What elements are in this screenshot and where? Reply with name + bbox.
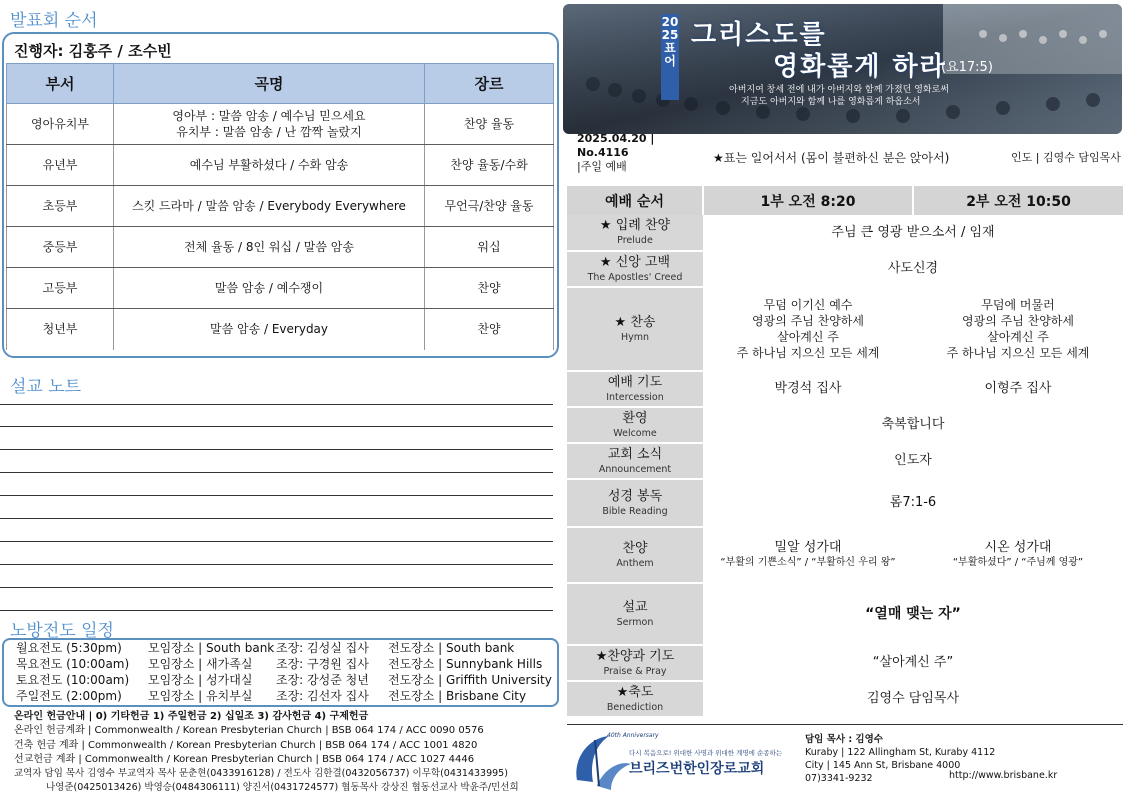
offering-line: 건축 헌금 계좌 | Commonwealth / Korean Presbyterian Church | BSB 064 174 / ACC 1001 4820 bbox=[14, 739, 478, 751]
performance-song-line: 말씀 암송 / 예수쟁이 bbox=[214, 281, 324, 295]
order-value-both: 축복합니다 bbox=[881, 417, 945, 432]
outreach-day: 월요전도 (5:30pm) bbox=[16, 641, 122, 655]
order-label bbox=[567, 407, 703, 443]
order-label-ko: 설교 bbox=[622, 599, 648, 615]
order-value-both: 인도자 bbox=[894, 453, 932, 468]
order-label-en: Anthem bbox=[616, 557, 654, 569]
order-label-en: Hymn bbox=[620, 331, 650, 343]
order-label-ko: ★찬양과 기도 bbox=[595, 648, 675, 664]
outreach-leader: 조장: 김성실 집사 bbox=[276, 641, 369, 655]
order-value-both: 주님 큰 영광 받으소서 / 임재 bbox=[831, 225, 995, 240]
offering-info bbox=[14, 710, 559, 794]
performance-row bbox=[7, 186, 554, 227]
header-dept: 부서 bbox=[7, 64, 114, 104]
outreach-meet: 모임장소 | South bank bbox=[148, 641, 275, 655]
order-row bbox=[567, 583, 1123, 645]
performance-row bbox=[7, 227, 554, 268]
performance-song-line: 영아부 : 말씀 암송 / 예수님 믿으세요 bbox=[172, 109, 366, 123]
order-row bbox=[567, 479, 1123, 527]
outreach-day: 주일전도 (2:00pm) bbox=[16, 689, 122, 703]
order-label-en: Prelude bbox=[617, 235, 653, 246]
order-label-en: Sermon bbox=[616, 616, 654, 628]
order-label-ko: 환영 bbox=[622, 410, 648, 426]
bulletin-service: |주일 예배 bbox=[577, 160, 627, 173]
hymn-title: 살아계신 주 bbox=[777, 330, 839, 344]
order-label bbox=[567, 583, 703, 645]
note-line bbox=[0, 404, 553, 405]
order-label-ko: 교회 소식 bbox=[607, 446, 663, 462]
performance-dept: 초등부 bbox=[7, 186, 114, 227]
bulletin-date: 2025.04.20 | bbox=[577, 132, 655, 145]
outreach-title: 노방전도 일정 bbox=[10, 621, 114, 641]
banner-line1: 그리스도를 bbox=[691, 20, 827, 50]
outreach-meet: 모임장소 | 성가대실 bbox=[148, 673, 253, 687]
stand-note: ★표는 일어서서 (몸이 불편하신 분은 앉아서) bbox=[713, 151, 950, 165]
order-value-text: 시온 성가대 bbox=[984, 540, 1052, 555]
order-value-second bbox=[913, 287, 1123, 371]
hymn-title: 무덤에 머물러 bbox=[981, 298, 1055, 312]
order-row bbox=[567, 407, 1123, 443]
worship-order-table bbox=[567, 186, 1123, 718]
performance-table bbox=[6, 63, 554, 350]
performance-row bbox=[7, 104, 554, 145]
performance-genre: 찬양 bbox=[425, 309, 554, 350]
order-label-ko: ★ 신앙 고백 bbox=[599, 254, 671, 270]
outreach-day: 목요전도 (10:00am) bbox=[16, 657, 130, 671]
order-label-ko: 성경 봉독 bbox=[607, 488, 663, 504]
order-row bbox=[567, 443, 1123, 479]
performance-dept: 중등부 bbox=[7, 227, 114, 268]
order-label bbox=[567, 287, 703, 371]
order-label bbox=[567, 443, 703, 479]
performance-genre: 찬양 율동/수화 bbox=[425, 145, 554, 186]
order-value-both: “열매 맺는 자” bbox=[865, 606, 961, 622]
performance-song bbox=[114, 268, 425, 309]
outreach-place: 전도장소 | Griffith University bbox=[388, 673, 552, 687]
order-value-both: 사도신경 bbox=[887, 261, 939, 276]
banner-line2: 영화롭게 하라 bbox=[773, 52, 947, 82]
order-value-text: 밀알 성가대 bbox=[774, 540, 842, 555]
performance-song bbox=[114, 227, 425, 268]
order-label bbox=[567, 371, 703, 407]
order-row bbox=[567, 215, 1123, 251]
order-label-en: Intercession bbox=[606, 391, 664, 403]
order-value-first bbox=[703, 371, 913, 407]
order-value-sub: “부활하셨다” / “주님께 영광” bbox=[952, 557, 1084, 568]
hymn-title: 영광의 주님 찬양하세 bbox=[752, 314, 864, 328]
order-value-sub: “부활의 기쁜소식” / “부활하신 우리 왕” bbox=[720, 557, 896, 568]
outreach-day: 토요전도 (10:00am) bbox=[16, 673, 130, 687]
performance-row bbox=[7, 309, 554, 350]
performance-song bbox=[114, 309, 425, 350]
performance-genre: 워십 bbox=[425, 227, 554, 268]
outreach-place: 전도장소 | Sunnybank Hills bbox=[388, 657, 543, 671]
performance-dept: 유년부 bbox=[7, 145, 114, 186]
performance-genre: 찬양 bbox=[425, 268, 554, 309]
performance-title: 발표회 순서 bbox=[10, 11, 98, 31]
outreach-meet: 모임장소 | 유치부실 bbox=[148, 689, 253, 703]
offering-line: 선교헌금 계좌 | Commonwealth / Korean Presbyterian Church | BSB 064 174 / ACC 1027 4446 bbox=[14, 753, 475, 765]
performance-song-line: 스킷 드라마 / 말씀 암송 / Everybody Everywhere bbox=[132, 199, 406, 213]
order-row bbox=[567, 371, 1123, 407]
order-label bbox=[567, 527, 703, 583]
order-value-first bbox=[703, 287, 913, 371]
performance-row bbox=[7, 145, 554, 186]
performance-song-line: 유치부 : 말씀 암송 / 난 깜짝 놀랐지 bbox=[176, 125, 362, 139]
footer-pastor: 담임 목사 : 김영수 bbox=[805, 734, 883, 745]
offering-line: 온라인 헌금계좌 | Commonwealth / Korean Presbyterian Church | BSB 064 174 / ACC 0090 0576 bbox=[14, 725, 484, 737]
order-value-both: 김영수 담임목사 bbox=[866, 691, 960, 706]
offering-line: 온라인 헌금안내 | 0) 기타헌금 1) 주일헌금 2) 십일조 3) 감사헌금 4) 구제헌금 bbox=[14, 711, 369, 722]
note-line bbox=[0, 449, 553, 450]
banner-year: 2025표어 bbox=[661, 15, 679, 68]
note-line bbox=[0, 610, 553, 611]
note-line bbox=[0, 518, 553, 519]
order-value-second bbox=[913, 527, 1123, 583]
order-row bbox=[567, 287, 1123, 371]
performance-dept: 영아유치부 bbox=[7, 104, 114, 145]
note-line bbox=[0, 495, 553, 496]
performance-song-line: 말씀 암송 / Everyday bbox=[209, 322, 329, 337]
order-label-en: Benediction bbox=[606, 701, 664, 713]
header-second-service: 2부 오전 10:50 bbox=[913, 186, 1123, 215]
order-label-en: Bible Reading bbox=[602, 505, 668, 517]
performance-genre: 찬양 율동 bbox=[425, 104, 554, 145]
hymn-title: 영광의 주님 찬양하세 bbox=[962, 314, 1074, 328]
order-value-both: “살아계신 주” bbox=[872, 655, 954, 670]
order-label bbox=[567, 479, 703, 527]
order-row bbox=[567, 645, 1123, 681]
header-order: 예배 순서 bbox=[567, 186, 703, 215]
church-slogan: 다시 복음으로! 위대한 사명과 위대한 계명에 순종하는 bbox=[629, 749, 783, 757]
note-line bbox=[0, 541, 553, 542]
hymn-title: 주 하나님 지으신 모든 세계 bbox=[736, 346, 880, 360]
hymn-title: 주 하나님 지으신 모든 세계 bbox=[946, 346, 1090, 360]
banner-verse2: 지금도 아버지와 함께 나를 영화롭게 하옵소서 bbox=[741, 97, 921, 107]
order-label-en: Announcement bbox=[598, 463, 672, 475]
footer-phone: 07)3341-9232 bbox=[805, 773, 873, 784]
order-label-ko: ★ 찬송 bbox=[614, 314, 656, 330]
note-line bbox=[0, 426, 553, 427]
performance-song bbox=[114, 104, 425, 145]
order-value-text: 이형주 집사 bbox=[984, 381, 1052, 396]
performance-song bbox=[114, 186, 425, 227]
order-row bbox=[567, 527, 1123, 583]
offering-line: 교역자 담임 목사 김영수 부교역자 목사 문춘현(0433916128) / 전도사 김한결(0432056737) 이무학(0431433995) bbox=[14, 768, 508, 780]
performance-dept: 청년부 bbox=[7, 309, 114, 350]
order-value-second bbox=[913, 371, 1123, 407]
performance-host: 진행자: 김홍주 / 조수빈 bbox=[14, 42, 172, 60]
logo-anniversary: 40th Anniversary bbox=[607, 732, 659, 739]
performance-song-line: 예수님 부활하셨다 / 수화 암송 bbox=[189, 158, 349, 172]
church-name: 브리즈번한인장로교회 bbox=[629, 761, 765, 777]
service-leader: 인도 | 김영수 담임목사 bbox=[1011, 151, 1121, 164]
order-label-ko: 예배 기도 bbox=[607, 374, 663, 390]
order-divider bbox=[567, 724, 1123, 725]
order-label bbox=[567, 251, 703, 287]
outreach-place: 전도장소 | Brisbane City bbox=[388, 689, 527, 703]
order-label-ko: ★ 입례 찬양 bbox=[599, 218, 671, 233]
order-row bbox=[567, 251, 1123, 287]
order-value-text: 박경석 집사 bbox=[774, 381, 842, 396]
order-label-en: Welcome bbox=[613, 427, 657, 439]
order-label-ko: 찬양 bbox=[622, 540, 648, 556]
performance-song bbox=[114, 145, 425, 186]
performance-dept: 고등부 bbox=[7, 268, 114, 309]
performance-row bbox=[7, 268, 554, 309]
note-line bbox=[0, 472, 553, 473]
outreach-leader: 조장: 김선자 집사 bbox=[276, 689, 369, 703]
order-label bbox=[567, 215, 703, 251]
order-header-row bbox=[567, 186, 1123, 215]
notes-title: 설교 노트 bbox=[10, 377, 82, 397]
logo-mark bbox=[567, 730, 637, 792]
outreach-meet: 모임장소 | 새가족실 bbox=[148, 657, 253, 671]
footer-address-kuraby: Kuraby | 122 Allingham St, Kuraby 4112 bbox=[805, 747, 996, 758]
order-row bbox=[567, 681, 1123, 717]
hymn-title: 무덤 이기신 예수 bbox=[763, 298, 853, 312]
order-value-first bbox=[703, 527, 913, 583]
performance-genre: 무언극/찬양 율동 bbox=[425, 186, 554, 227]
outreach-leader: 조장: 구경원 집사 bbox=[276, 657, 369, 671]
hymn-title: 살아계신 주 bbox=[987, 330, 1049, 344]
note-line bbox=[0, 564, 553, 565]
header-first-service: 1부 오전 8:20 bbox=[703, 186, 913, 215]
order-label bbox=[567, 681, 703, 717]
order-value-both: 롬7:1-6 bbox=[889, 495, 937, 510]
banner-image bbox=[563, 4, 1122, 134]
website-link[interactable]: http://www.brisbane.kr bbox=[949, 770, 1058, 781]
order-label-en: The Apostles' Creed bbox=[587, 271, 683, 283]
order-label-ko: ★축도 bbox=[616, 684, 654, 700]
bulletin-number: No.4116 bbox=[577, 146, 629, 159]
performance-song-line: 전체 율동 / 8인 워십 / 말씀 암송 bbox=[184, 240, 354, 254]
outreach-place: 전도장소 | South bank bbox=[388, 641, 515, 655]
order-label-en: Praise & Pray bbox=[603, 665, 667, 677]
banner-verse1: 아버지여 창세 전에 내가 아버지와 함께 가졌던 영화로써 bbox=[729, 85, 949, 95]
offering-line: 나영준(0425013426) 박영승(0484306111) 양진서(0431724577) 협동목사 강상진 협동선교사 박윤주/민선희 bbox=[46, 782, 519, 794]
order-label bbox=[567, 645, 703, 681]
banner-ref: (요17:5) bbox=[941, 60, 993, 75]
outreach-leader: 조장: 강성준 청년 bbox=[276, 673, 369, 687]
header-song: 곡명 bbox=[114, 64, 425, 104]
footer-address-city: City | 145 Ann St, Brisbane 4000 bbox=[805, 760, 961, 771]
performance-header-row bbox=[7, 64, 554, 104]
note-line bbox=[0, 587, 553, 588]
bulletin-info bbox=[577, 132, 654, 174]
header-genre: 장르 bbox=[425, 64, 554, 104]
